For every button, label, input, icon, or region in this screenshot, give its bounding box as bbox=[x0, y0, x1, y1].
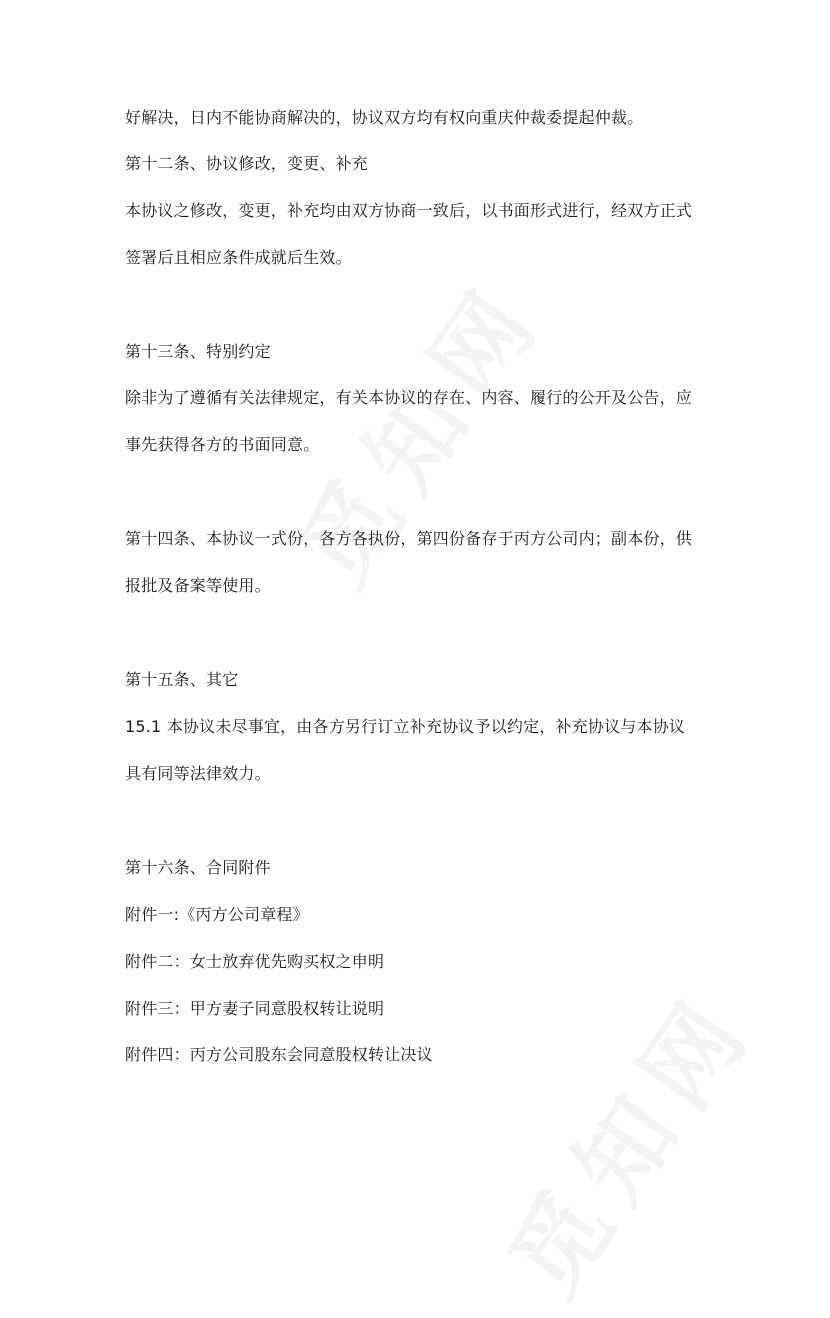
paragraph-line: 15.1 本协议未尽事宜，由各方另行订立补充协议予以约定，补充协议与本协议 bbox=[125, 717, 686, 736]
attachment-item: 附件二：女士放弃优先购买权之申明 bbox=[125, 952, 385, 971]
paragraph-line: 除非为了遵循有关法律规定，有关本协议的存在、内容、履行的公开及公告，应 bbox=[125, 388, 693, 407]
paragraph-line: 本协议之修改，变更，补充均由双方协商一致后，以书面形式进行，经双方正式 bbox=[125, 201, 693, 220]
paragraph-line: 事先获得各方的书面同意。 bbox=[125, 435, 320, 454]
article-heading: 第十三条、特别约定 bbox=[125, 342, 271, 361]
paragraph-line: 第十四条、本协议一式份，各方各执份，第四份备存于丙方公司内；副本份，供 bbox=[125, 529, 693, 548]
article-heading: 第十六条、合同附件 bbox=[125, 858, 271, 877]
attachment-item: 附件三：甲方妻子同意股权转让说明 bbox=[125, 999, 385, 1018]
paragraph-line: 好解决，日内不能协商解决的，协议双方均有权向重庆仲裁委提起仲裁。 bbox=[125, 108, 644, 127]
article-heading: 第十五条、其它 bbox=[125, 670, 239, 689]
watermark bbox=[262, 249, 570, 608]
paragraph-line: 具有同等法律效力。 bbox=[125, 764, 271, 783]
article-heading: 第十二条、协议修改，变更、补充 bbox=[125, 154, 369, 173]
attachment-item: 附件四：丙方公司股东会同意股权转让决议 bbox=[125, 1045, 433, 1064]
paragraph-line: 签署后且相应条件成就后生效。 bbox=[125, 248, 352, 267]
paragraph-line: 报批及备案等使用。 bbox=[125, 576, 271, 595]
attachment-item: 附件一:《丙方公司章程》 bbox=[125, 905, 309, 924]
